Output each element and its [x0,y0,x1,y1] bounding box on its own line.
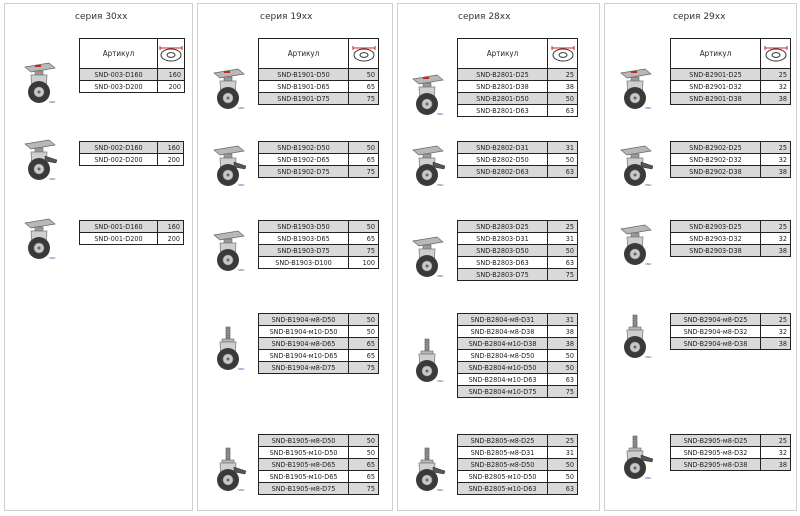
table-row [259,435,379,447]
svg-text:SND: SND [238,268,245,272]
article-code: SND-B1902-D65 [259,154,349,166]
wheel-diameter-value: 31 [548,142,578,154]
wheel-diameter-value: 75 [349,483,379,495]
article-code: SND-B2903-D32 [671,233,761,245]
table-row [259,166,379,178]
svg-text:SND: SND [437,112,444,116]
article-code: SND-B2801-D63 [458,105,548,117]
wheel-diameter-value: 32 [761,154,791,166]
caster-image [407,142,447,192]
table-row [259,142,379,154]
table-row [671,81,791,93]
caster-image [407,71,447,121]
table-row [671,314,791,326]
article-code: SND-B2901-D38 [671,93,761,105]
svg-text:SND: SND [645,355,652,359]
series-title: серия 28xx [458,12,511,22]
wheel-diameter-value: 31 [548,314,578,326]
wheel-diameter-value: 25 [548,69,578,81]
threaded-stem-caster-icon [615,314,655,360]
threaded-stem-brake-caster-icon [208,447,248,493]
plate-caster-icon [407,71,447,117]
article-code: SND-003-D160 [80,69,158,81]
svg-text:SND: SND [49,177,56,181]
series-panel-0 [4,3,193,511]
header-article: Артикул [458,39,548,69]
header-article: Артикул [259,39,349,69]
wheel-diameter-icon [550,44,576,64]
article-code: SND-B2905-м8-D25 [671,435,761,447]
wheel-diameter-value: 65 [349,459,379,471]
table-row [458,483,578,495]
wheel-diameter-value: 75 [548,386,578,398]
table-header-row [80,39,185,69]
brake-caster-icon [615,142,655,188]
table-row [458,350,578,362]
brake-caster-icon [19,136,59,182]
article-code: SND-B2804-м10-D63 [458,374,548,386]
caster-image [208,447,248,497]
table-row [458,338,578,350]
article-code: SND-001-D200 [80,233,158,245]
wheel-diameter-value: 65 [349,350,379,362]
table-row [259,245,379,257]
article-table [258,434,379,495]
svg-text:SND: SND [437,274,444,278]
table-row [458,314,578,326]
table-row [458,374,578,386]
svg-text:SND: SND [238,106,245,110]
article-code: SND-B2805-м8-D31 [458,447,548,459]
article-code: SND-B2802-D63 [458,166,548,178]
threaded-stem-caster-icon [407,338,447,384]
article-code: SND-B1904-м10-D65 [259,350,349,362]
article-code: SND-B1904-м10-D50 [259,326,349,338]
threaded-stem-brake-caster-icon [615,435,655,481]
wheel-diameter-value: 160 [158,69,185,81]
table-row [671,221,791,233]
article-code: SND-B1901-D50 [259,69,349,81]
wheel-diameter-value: 32 [761,81,791,93]
brake-caster-icon [407,142,447,188]
brake-caster-icon [208,142,248,188]
table-row [80,142,184,154]
caster-image [615,142,655,192]
article-code: SND-B2903-D38 [671,245,761,257]
table-row [458,459,578,471]
svg-text:SND: SND [238,367,245,371]
wheel-diameter-value: 50 [349,69,379,81]
table-row [259,233,379,245]
article-code: SND-B1903-D75 [259,245,349,257]
table-row [671,93,791,105]
wheel-diameter-value: 25 [548,435,578,447]
wheel-diameter-value: 25 [761,142,791,154]
threaded-stem-brake-caster-icon [407,447,447,493]
wheel-diameter-value: 63 [548,257,578,269]
article-code: SND-B2904-м8-D38 [671,338,761,350]
article-table [79,220,184,245]
threaded-stem-caster-icon [208,326,248,372]
article-code: SND-B1901-D75 [259,93,349,105]
wheel-diameter-value: 25 [761,69,791,81]
article-table [457,220,578,281]
svg-text:SND: SND [437,183,444,187]
table-row [458,447,578,459]
article-code: SND-B1901-D65 [259,81,349,93]
caster-image [208,65,248,115]
wheel-diameter-icon [158,44,184,64]
table-row [671,447,791,459]
wheel-diameter-value: 32 [761,447,791,459]
wheel-diameter-value: 65 [349,233,379,245]
wheel-diameter-value: 63 [548,374,578,386]
article-table [670,220,791,257]
table-row [671,326,791,338]
article-code: SND-B1903-D100 [259,257,349,269]
article-table [79,141,184,166]
article-code: SND-B2801-D50 [458,93,548,105]
article-code: SND-B1905-м10-D50 [259,447,349,459]
plate-caster-icon [615,65,655,111]
article-code: SND-B2805-м8-D50 [458,459,548,471]
article-code: SND-B1902-D75 [259,166,349,178]
table-row [458,233,578,245]
article-code: SND-B2805-м8-D25 [458,435,548,447]
wheel-diameter-value: 25 [761,314,791,326]
article-code: SND-B1904-м8-D75 [259,362,349,374]
article-code: SND-B2902-D38 [671,166,761,178]
article-code: SND-B2804-м10-D38 [458,338,548,350]
caster-image [19,59,59,109]
article-table [670,141,791,178]
article-code: SND-B1904-м8-D50 [259,314,349,326]
article-code: SND-B2802-D50 [458,154,548,166]
article-code: SND-B1903-D50 [259,221,349,233]
wheel-diameter-value: 65 [349,338,379,350]
table-row [671,166,791,178]
wheel-diameter-value: 50 [548,93,578,105]
table-row [458,221,578,233]
wheel-diameter-value: 25 [761,435,791,447]
header-diameter [548,39,578,69]
series-title: серия 29xx [673,12,726,22]
wheel-diameter-value: 38 [548,326,578,338]
article-code: SND-B1902-D50 [259,142,349,154]
table-row [259,257,379,269]
caster-image [208,142,248,192]
table-row [259,221,379,233]
table-row [671,142,791,154]
article-table [457,38,578,117]
article-code: SND-B2905-м8-D32 [671,447,761,459]
table-header-row [259,39,379,69]
svg-text:SND: SND [49,100,56,104]
wheel-diameter-icon [351,44,377,64]
table-row [259,154,379,166]
article-code: SND-002-D200 [80,154,158,166]
article-table [79,38,185,93]
wheel-diameter-value: 50 [349,326,379,338]
table-row [458,93,578,105]
header-diameter [761,39,791,69]
table-row [671,338,791,350]
article-table [670,313,791,350]
table-row [671,233,791,245]
table-row [458,326,578,338]
table-row [458,81,578,93]
wheel-diameter-value: 50 [548,471,578,483]
wheel-diameter-value: 100 [349,257,379,269]
wheel-diameter-value: 50 [349,221,379,233]
table-header-row [671,39,791,69]
article-code: SND-B2802-D31 [458,142,548,154]
article-code: SND-B2804-м10-D50 [458,362,548,374]
wheel-diameter-value: 200 [158,81,185,93]
wheel-diameter-value: 25 [761,221,791,233]
wheel-diameter-value: 50 [349,314,379,326]
wheel-diameter-value: 50 [548,350,578,362]
fixed-caster-icon [407,233,447,279]
article-table [258,141,379,178]
article-code: SND-B1904-м8-D65 [259,338,349,350]
wheel-diameter-value: 50 [548,245,578,257]
fixed-caster-icon [208,227,248,273]
article-code: SND-B1903-D65 [259,233,349,245]
svg-text:SND: SND [437,488,444,492]
wheel-diameter-value: 38 [761,459,791,471]
article-code: SND-B2804-м8-D38 [458,326,548,338]
series-panel-3 [604,3,797,511]
wheel-diameter-value: 63 [548,166,578,178]
article-code: SND-B2903-D25 [671,221,761,233]
article-code: SND-B2803-D75 [458,269,548,281]
svg-text:SND: SND [645,476,652,480]
wheel-diameter-value: 65 [349,81,379,93]
article-table [258,220,379,269]
wheel-diameter-value: 75 [349,245,379,257]
wheel-diameter-value: 50 [349,435,379,447]
table-row [458,69,578,81]
wheel-diameter-value: 38 [761,166,791,178]
caster-image [19,215,59,265]
wheel-diameter-value: 32 [761,326,791,338]
table-row [259,81,379,93]
table-row [80,233,184,245]
table-row [458,386,578,398]
caster-image [615,435,655,485]
article-code: SND-B2902-D25 [671,142,761,154]
table-header-row [458,39,578,69]
wheel-diameter-value: 160 [158,142,184,154]
article-code: SND-B2904-м8-D25 [671,314,761,326]
caster-image [208,326,248,376]
wheel-diameter-value: 50 [548,362,578,374]
wheel-diameter-value: 200 [158,154,184,166]
article-code: SND-B2804-м10-D75 [458,386,548,398]
series-panel-1 [197,3,393,511]
wheel-diameter-value: 63 [548,483,578,495]
svg-text:SND: SND [645,262,652,266]
table-row [259,471,379,483]
table-row [458,435,578,447]
table-row [458,471,578,483]
wheel-diameter-value: 200 [158,233,184,245]
wheel-diameter-value: 75 [349,93,379,105]
svg-text:SND: SND [645,106,652,110]
table-row [671,459,791,471]
svg-text:SND: SND [49,256,56,260]
article-code: SND-B2803-D63 [458,257,548,269]
header-article: Артикул [671,39,761,69]
article-table [457,313,578,398]
wheel-diameter-value: 38 [761,245,791,257]
series-title: серия 30xx [75,12,128,22]
wheel-diameter-value: 50 [349,142,379,154]
article-code: SND-B2901-D32 [671,81,761,93]
article-code: SND-B2801-D38 [458,81,548,93]
plate-caster-icon [19,59,59,105]
caster-image [615,314,655,364]
table-row [458,257,578,269]
article-table [670,38,791,105]
fixed-caster-icon [615,221,655,267]
table-row [259,69,379,81]
wheel-diameter-value: 38 [548,81,578,93]
table-row [671,69,791,81]
wheel-diameter-value: 50 [548,459,578,471]
wheel-diameter-value: 32 [761,233,791,245]
wheel-diameter-value: 38 [761,338,791,350]
wheel-diameter-value: 31 [548,233,578,245]
table-row [259,338,379,350]
table-row [458,166,578,178]
svg-text:SND: SND [645,183,652,187]
article-code: SND-B2902-D32 [671,154,761,166]
wheel-diameter-value: 160 [158,221,184,233]
table-row [259,362,379,374]
article-code: SND-B1905-м8-D65 [259,459,349,471]
table-row [259,447,379,459]
wheel-diameter-value: 38 [548,338,578,350]
article-code: SND-B2803-D31 [458,233,548,245]
table-row [259,350,379,362]
article-code: SND-B1905-м8-D75 [259,483,349,495]
wheel-diameter-value: 75 [349,166,379,178]
table-row [458,105,578,117]
article-code: SND-B2804-м8-D50 [458,350,548,362]
header-diameter [158,39,185,69]
article-table [457,141,578,178]
table-row [458,142,578,154]
caster-image [19,136,59,186]
article-table [258,313,379,374]
wheel-diameter-value: 75 [349,362,379,374]
wheel-diameter-value: 25 [548,221,578,233]
header-article: Артикул [80,39,158,69]
wheel-diameter-value: 65 [349,154,379,166]
table-row [259,314,379,326]
table-row [671,245,791,257]
svg-text:SND: SND [238,488,245,492]
table-row [671,154,791,166]
table-row [458,154,578,166]
table-row [458,269,578,281]
article-code: SND-B1905-м8-D50 [259,435,349,447]
table-row [671,435,791,447]
wheel-diameter-value: 38 [761,93,791,105]
article-code: SND-B2801-D25 [458,69,548,81]
table-row [80,81,185,93]
caster-image [407,338,447,388]
article-code: SND-001-D160 [80,221,158,233]
svg-text:SND: SND [437,379,444,383]
article-code: SND-B2804-м8-D31 [458,314,548,326]
caster-image [208,227,248,277]
wheel-diameter-value: 50 [548,154,578,166]
table-row [80,154,184,166]
table-row [259,93,379,105]
plate-caster-icon [208,65,248,111]
table-row [458,245,578,257]
series-title: серия 19xx [260,12,313,22]
article-code: SND-B2805-м10-D50 [458,471,548,483]
article-code: SND-B2904-м8-D32 [671,326,761,338]
wheel-diameter-value: 50 [349,447,379,459]
fixed-caster-icon [19,215,59,261]
wheel-diameter-value: 31 [548,447,578,459]
article-code: SND-003-D200 [80,81,158,93]
article-code: SND-B2805-м10-D63 [458,483,548,495]
article-code: SND-B2803-D50 [458,245,548,257]
article-table [457,434,578,495]
wheel-diameter-value: 75 [548,269,578,281]
series-panel-2 [397,3,600,511]
table-row [80,69,185,81]
article-code: SND-B2803-D25 [458,221,548,233]
article-table [258,38,379,105]
table-row [259,459,379,471]
caster-image [615,221,655,271]
caster-image [615,65,655,115]
article-code: SND-B2905-м8-D38 [671,459,761,471]
caster-image [407,447,447,497]
article-code: SND-B2901-D25 [671,69,761,81]
header-diameter [349,39,379,69]
table-row [458,362,578,374]
wheel-diameter-value: 63 [548,105,578,117]
table-row [259,483,379,495]
wheel-diameter-value: 65 [349,471,379,483]
table-row [80,221,184,233]
article-code: SND-B1905-м10-D65 [259,471,349,483]
table-row [259,326,379,338]
article-table [670,434,791,471]
article-code: SND-002-D160 [80,142,158,154]
caster-image [407,233,447,283]
svg-text:SND: SND [238,183,245,187]
wheel-diameter-icon [763,44,789,64]
